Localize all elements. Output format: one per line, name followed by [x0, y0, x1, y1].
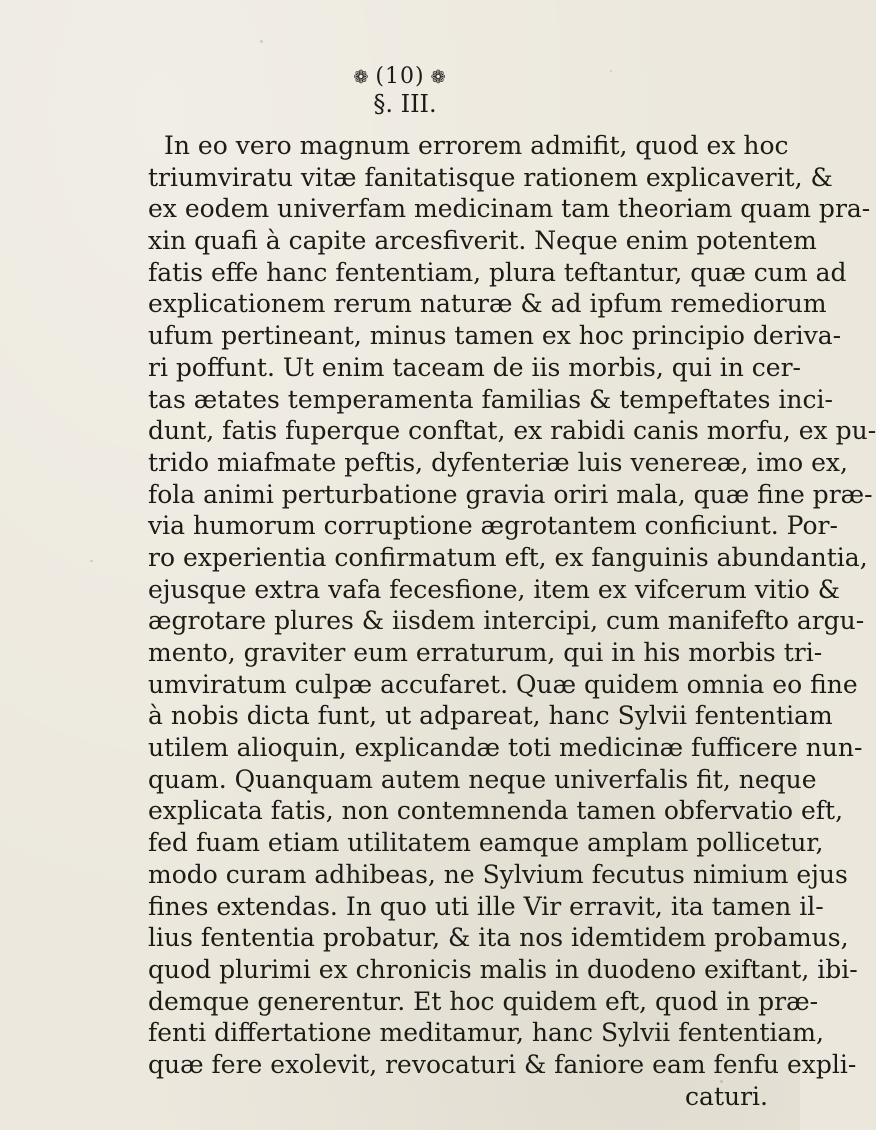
text-line: triumviratu vitæ fanitatisque rationem explicaverit, & — [148, 162, 833, 192]
text-line: fenti differtatione meditamur, hanc Sylvii fententiam, — [148, 1018, 824, 1048]
text-line: umviratum culpæ accufaret. Quæ quidem omnia eo fine — [148, 669, 858, 699]
text-line: xin quafi à capite arcesfiverit. Neque enim potentem — [148, 226, 817, 256]
text-line: trido miafmate peftis, dyfenteriæ luis venereæ, imo ex, — [148, 447, 848, 477]
text-line: ro experientia confirmatum eft, ex fanguinis abundantia, — [148, 542, 868, 572]
text-line: ejusque extra vafa fecesfione, item ex vifcerum vitio & — [148, 574, 841, 604]
text-line: quæ fere exolevit, revocaturi & faniore eam fenfu expli- — [148, 1049, 857, 1079]
text-line: fines extendas. In quo uti ille Vir erravit, ita tamen il- — [148, 891, 824, 921]
text-line: modo curam adhibeas, ne Sylvium fecutus nimium ejus — [148, 859, 848, 889]
ornament-right-icon: ❁ — [430, 67, 447, 88]
section-heading: §. III. — [373, 90, 437, 118]
text-line: lius fententia probatur, & ita nos idemtidem probamus, — [148, 923, 849, 953]
body-text — [148, 130, 876, 1112]
text-line: tas ætates temperamenta familias & tempeftates inci- — [148, 384, 833, 414]
text-line: ufum pertineant, minus tamen ex hoc principio deriva- — [148, 321, 842, 351]
text-line: à nobis dicta funt, ut adpareat, hanc Sylvii fententiam — [148, 701, 833, 731]
text-line: fola animi perturbatione gravia oriri mala, quæ fine præ- — [148, 479, 873, 509]
text-line: caturi. — [685, 1081, 768, 1111]
ornament-left-icon: ❁ — [353, 67, 370, 88]
text-line: ri poffunt. Ut enim taceam de iis morbis, qui in cer- — [148, 352, 801, 382]
text-line: explicata fatis, non contemnenda tamen obfervatio eft, — [148, 796, 844, 826]
text-line: quam. Quanquam autem neque univerfalis fit, neque — [148, 764, 817, 794]
page-number: (10) — [375, 64, 425, 89]
text-line: ex eodem univerfam medicinam tam theoriam quam pra- — [148, 194, 871, 224]
text-line: fed fuam etiam utilitatem eamque amplam pollicetur, — [148, 828, 824, 858]
text-line: mento, graviter eum erraturum, qui in his morbis tri- — [148, 638, 823, 667]
text-line: via humorum corruptione ægrotantem conficiunt. Por- — [148, 511, 838, 541]
text-line: demque generentur. Et hoc quidem eft, quod in præ- — [148, 986, 819, 1016]
paper-speck — [90, 560, 93, 562]
text-line: fatis effe hanc fententiam, plura teftantur, quæ cum ad — [148, 257, 847, 287]
text-line: quod plurimi ex chronicis malis in duodeno exiftant, ibi- — [148, 954, 858, 984]
text-line: utilem alioquin, explicandæ toti medicinæ fufficere nun- — [148, 733, 863, 763]
text-line: dunt, fatis fuperque conftat, ex rabidi canis morfu, ex pu- — [148, 416, 876, 446]
text-line: explicationem rerum naturæ & ad ipfum remediorum — [148, 289, 827, 319]
paper-speck — [260, 40, 263, 43]
page-header — [0, 64, 800, 89]
text-line: ægrotare plures & iisdem intercipi, cum manifefto argu- — [148, 606, 865, 636]
text-line: In eo vero magnum errorem admifit, quod ex hoc — [164, 131, 789, 160]
